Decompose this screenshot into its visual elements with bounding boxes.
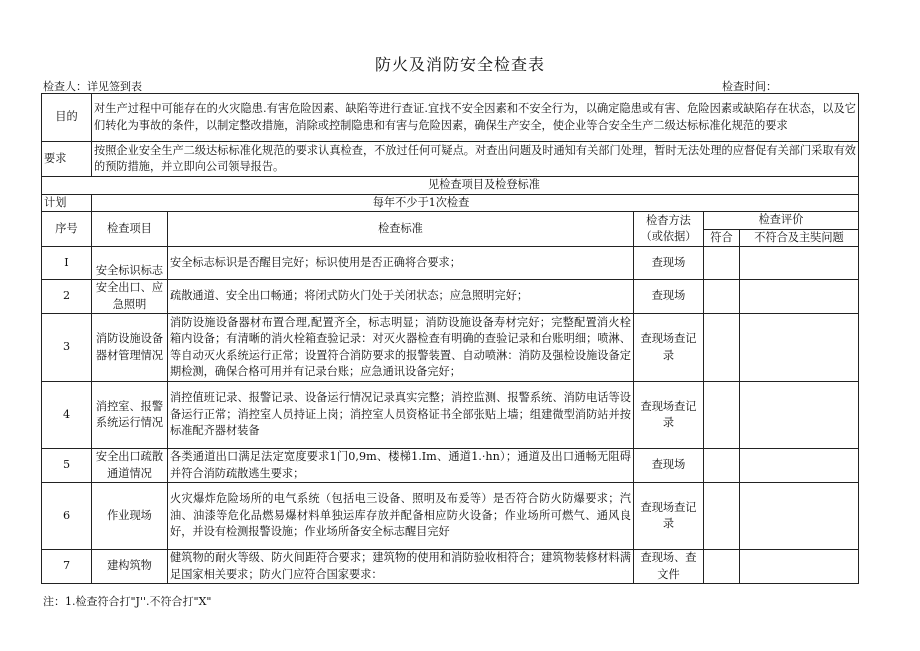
row-item: 安全出口疏散通道情况: [92, 449, 168, 483]
row-item: 安全出口、应急照明: [92, 280, 168, 314]
column-header-nonconform: 不符合及主奘问题: [740, 229, 859, 247]
plan-row: [42, 194, 859, 212]
row-standard: 疏散通道、安全出口畅通；将闭式防火门处于关闭状态；应急照明完好；: [168, 280, 634, 314]
row-method: 查现场查记录: [634, 314, 704, 382]
row-standard: 火灾爆炸危险场所的电气系统（包括电三设备、照明及布爰等）是否符合防火防爆要求；汽油、油漆等危化品燃易爆材料单独运库存放并配备相应防火设备；作业场所可燃气、通风良好，并设有检测报警设施；作业场所备安全标志醒目完好: [168, 483, 634, 550]
row-no: 4: [42, 382, 92, 449]
standard-row: [42, 177, 859, 195]
requirement-row: [42, 142, 859, 177]
row-no: 6: [42, 483, 92, 550]
row-no: 5: [42, 449, 92, 483]
requirement-text: 按照企业安全生产二级达标标准化规范的要求认真检查，不放过任何可疑点。对查出问题及时通知有关部门处理，暂时无法处理的应督促有关部门采取有效的预防措施，并立即向公司领导报告。: [92, 142, 859, 177]
standard-reference: 见检查项目及检登标准: [42, 177, 859, 195]
row-method: 查现场查记录: [634, 483, 704, 550]
purpose-text: 对生产过程中可能存在的火灾隐患.有害危险因素、缺陷等进行查证.宜找不安全因素和不安全行为，以确定隐患或有害、危险因素或缺陷存在状态，以及它们转化为事故的条件，以制定整改措施，消除或控制隐患和有害与危险因素，确保生产安全，使企业等合安全生产二级达标标准化规范的要求: [92, 94, 859, 142]
row-nonconform-cell: [740, 247, 859, 280]
method-header-line1: 检杳方法: [646, 213, 691, 227]
column-header-evaluation: 检查评价: [704, 212, 859, 230]
row-standard: 消控值班记录、报警记录、设备运行情况记录真实完整；消控监测、报警系统、消防电话等设备运行正常；消控室人员持证上岗；消控室人员资格证书全部张贴上墙；组建微型消防站并按标准配齐器材装备: [168, 382, 634, 449]
column-header-method: [634, 212, 704, 247]
header-row-1: [42, 212, 859, 230]
row-conform-cell: [704, 483, 740, 550]
row-item: 消控室、报警系统运行情况: [92, 382, 168, 449]
table-row: [42, 314, 859, 382]
row-conform-cell: [704, 247, 740, 280]
row-nonconform-cell: [740, 280, 859, 314]
table-row: [42, 280, 859, 314]
row-item: 消防设施设备器材管理情况: [92, 314, 168, 382]
row-standard: 安全标志标识是否醒目完好；标识使用是否正确将合要求；: [168, 247, 634, 280]
row-standard: 各类通道出口满足法定宽度要求1门0,9m、楼梯1.Im、通道1.·hn）；通道及出口通畅无阻碍并符合消防疏散逃生要求；: [168, 449, 634, 483]
column-header-no: 序号: [42, 212, 92, 247]
plan-label: 计划: [42, 194, 92, 212]
column-header-standard: 检查标准: [168, 212, 634, 247]
method-header-line2: （或依据）: [640, 230, 697, 243]
row-method: 查现场: [634, 280, 704, 314]
row-nonconform-cell: [740, 483, 859, 550]
page-title: 防火及消防安全检查表: [374, 55, 545, 74]
row-item: 作业现场: [92, 483, 168, 550]
table-row: [42, 247, 859, 280]
row-conform-cell: [704, 280, 740, 314]
row-method: 查现场、查文件: [634, 550, 704, 584]
row-method: 查现场: [634, 247, 704, 280]
row-conform-cell: [704, 449, 740, 483]
inspector-label: 检查人：详见签到表: [43, 80, 142, 93]
row-no: 3: [42, 314, 92, 382]
column-header-conform: 符合: [704, 229, 740, 247]
row-method: 查现场查记录: [634, 382, 704, 449]
row-nonconform-cell: [740, 382, 859, 449]
row-nonconform-cell: [740, 550, 859, 584]
row-conform-cell: [704, 314, 740, 382]
inspection-table: [41, 93, 859, 584]
purpose-row: [42, 94, 859, 142]
row-no: I: [42, 247, 92, 280]
row-nonconform-cell: [740, 314, 859, 382]
row-method: 查现场: [634, 449, 704, 483]
table-row: [42, 449, 859, 483]
plan-text: 每年不少于1次检查: [92, 194, 859, 212]
table-row: [42, 550, 859, 584]
footnote: 注：1.检查符合打"J''.不符合打"X": [43, 595, 212, 608]
row-conform-cell: [704, 550, 740, 584]
table-row: [42, 483, 859, 550]
row-no: 7: [42, 550, 92, 584]
row-standard: 消防设施设备器材布置合理,配置齐全，标志明显；消防设施设备寿材完好；完整配置消火栓箱内设备；有清晰的消火栓箱查验记录：对灭火器检查有明确的查验记录和台账明细；喷淋、等自动灭火系统运行正常；设置符合消防要求的报警装置、自动喷淋：消防及强检设施设备定期检测，确保合格可用并有记录台账；应急通讯设备完好；: [168, 314, 634, 382]
row-nonconform-cell: [740, 449, 859, 483]
purpose-label: 目的: [42, 94, 92, 142]
row-no: 2: [42, 280, 92, 314]
row-item: 建构筑物: [92, 550, 168, 584]
row-conform-cell: [704, 382, 740, 449]
row-item: 安全标识标志: [92, 247, 168, 280]
column-header-item: 检查项目: [92, 212, 168, 247]
table-row: [42, 382, 859, 449]
requirement-label: 要求: [42, 142, 92, 177]
inspection-time-label: 检查时间：: [722, 80, 777, 93]
row-standard: 健筑物的耐火等级、防火间距符合要求；建筑物的使用和消防验收相符合；建筑物装修材料满足国家相关要求；防火门应符合国家要求：: [168, 550, 634, 584]
